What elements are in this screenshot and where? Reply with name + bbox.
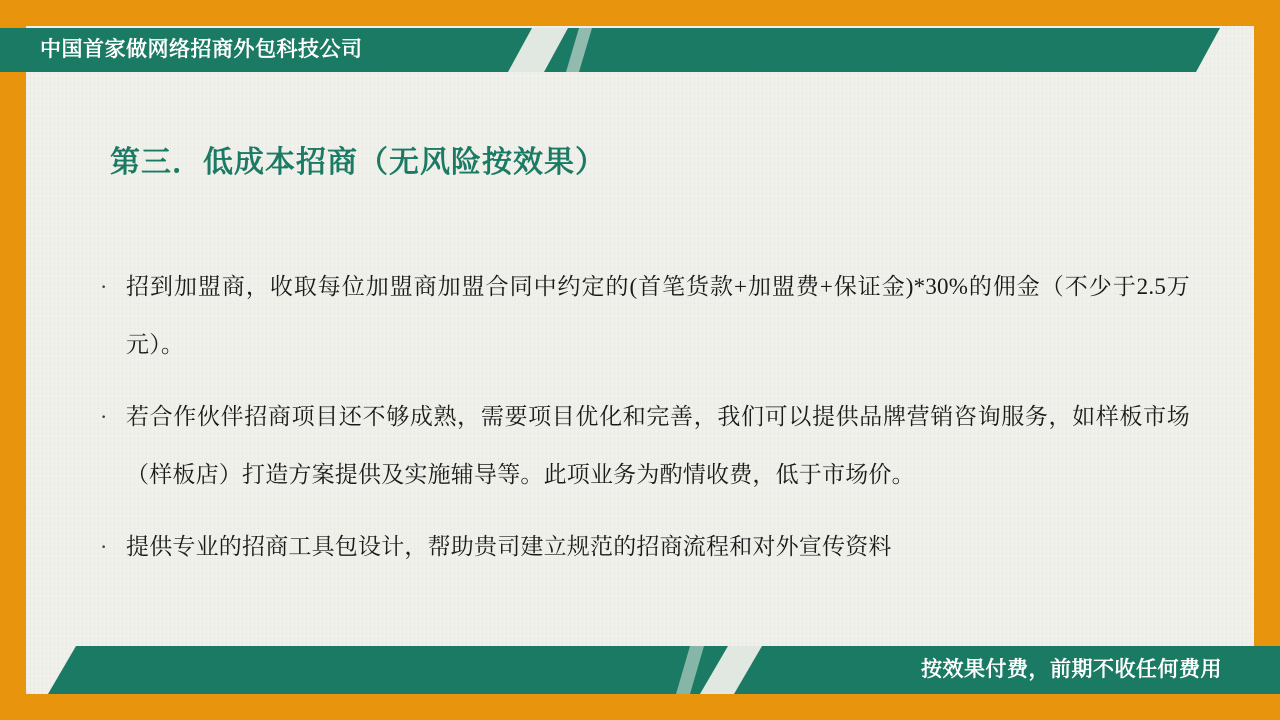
bullet-marker-icon: · [100, 534, 108, 559]
bullet-text: 若合作伙伴招商项目还不够成熟，需要项目优化和完善，我们可以提供品牌营销咨询服务，如样板市场（样板店）打造方案提供及实施辅导等。此项业务为酌情收费，低于市场价。 [126, 404, 1190, 487]
top-banner [0, 28, 1280, 72]
footer-slogan: 按效果付费，前期不收任何费用 [921, 658, 1222, 681]
bullet-marker-icon: · [100, 274, 108, 299]
list-item [100, 388, 1190, 504]
bullet-list [100, 258, 1190, 590]
list-item [100, 258, 1190, 374]
company-tagline: 中国首家做网络招商外包科技公司 [40, 38, 363, 61]
slide-heading: 第三．低成本招商（无风险按效果） [110, 146, 606, 179]
bottom-banner [0, 646, 1280, 694]
list-item [100, 518, 1190, 576]
bullet-text: 招到加盟商，收取每位加盟商加盟合同中约定的(首笔货款+加盟费+保证金)*30%的佣金（不少于2.5万元）。 [126, 274, 1190, 357]
bullet-text: 提供专业的招商工具包设计，帮助贵司建立规范的招商流程和对外宣传资料 [126, 534, 892, 559]
bullet-marker-icon: · [100, 404, 108, 429]
